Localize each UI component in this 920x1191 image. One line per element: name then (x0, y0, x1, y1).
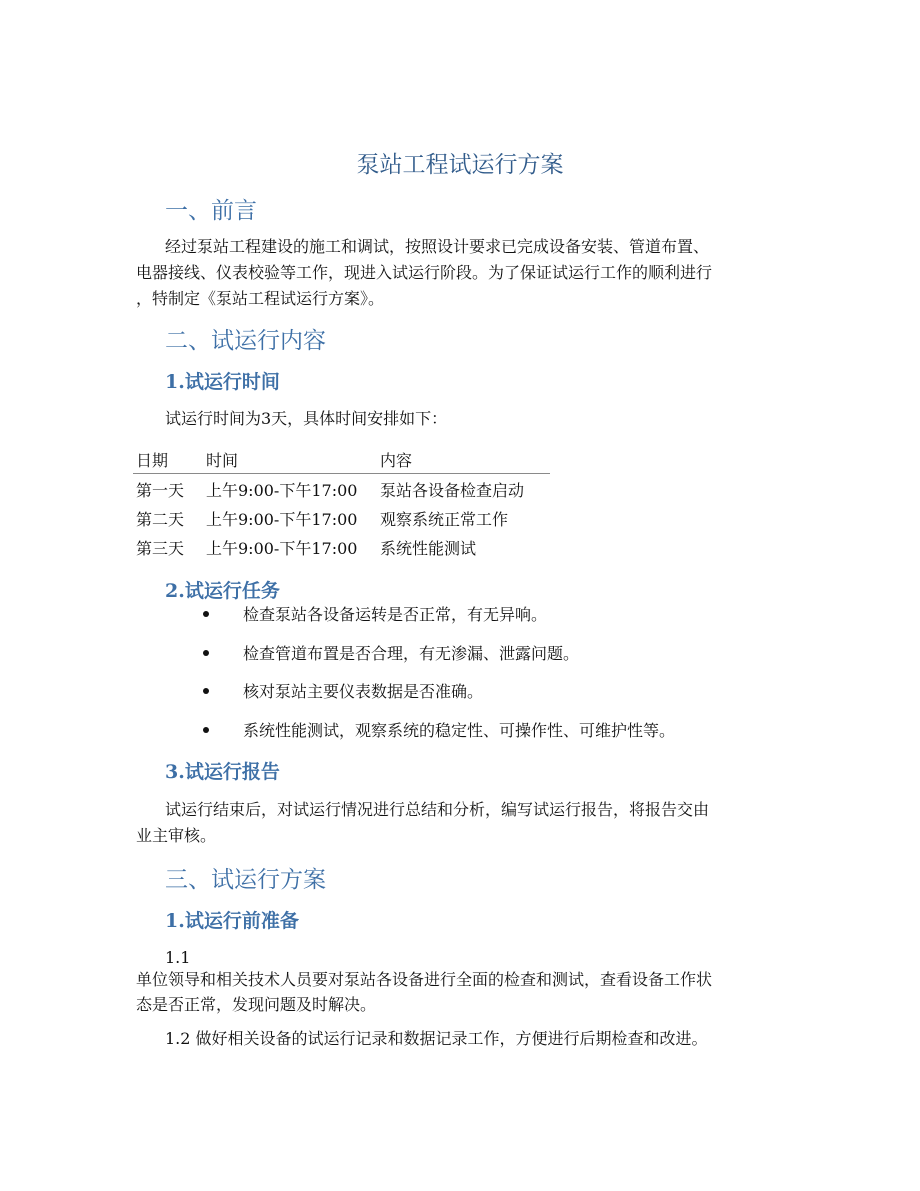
subheading-preparation: 1.试运行前准备 (165, 910, 299, 932)
table-row (133, 532, 550, 561)
subheading-schedule: 1.试运行时间 (165, 371, 280, 393)
table-cell-date: 第一天 (136, 481, 185, 500)
table-header-row (133, 444, 550, 474)
section-heading-content: 二、试运行内容 (165, 328, 326, 354)
prep-item-line-1: 单位领导和相关技术人员要对泵站各设备进行全面的检查和测试，查看设备工作状 (136, 970, 713, 989)
bullet-icon (203, 688, 209, 694)
preface-line-2: 电器接线、仪表校验等工作，现进入试运行阶段。为了保证试运行工作的顺利进行 (136, 263, 713, 282)
bullet-icon (203, 650, 209, 656)
table-cell-date: 第三天 (136, 539, 185, 558)
subheading-report: 3.试运行报告 (165, 761, 280, 783)
table-header-time: 时间 (206, 451, 239, 470)
document-title: 泵站工程试运行方案 (356, 152, 564, 178)
preface-line-3: ，特制定《泵站工程试运行方案》。 (136, 289, 385, 308)
prep-item-2: 1.2 做好相关设备的试运行记录和数据记录工作，方便进行后期检查和改进。 (165, 1029, 708, 1048)
schedule-table (133, 444, 550, 561)
subheading-tasks: 2.试运行任务 (165, 580, 280, 602)
table-cell-content: 系统性能测试 (380, 539, 477, 558)
report-line-1: 试运行结束后，对试运行情况进行总结和分析，编写试运行报告，将报告交由 (165, 800, 710, 819)
table-header-content: 内容 (380, 451, 413, 470)
table-cell-date: 第二天 (136, 510, 185, 529)
table-cell-content: 观察系统正常工作 (380, 510, 509, 529)
prep-item-line-2: 态是否正常，发现问题及时解决。 (136, 995, 377, 1014)
schedule-intro: 试运行时间为3天，具体时间安排如下： (165, 409, 448, 428)
table-cell-time: 上午9:00-下午17:00 (206, 481, 358, 500)
table-cell-time: 上午9:00-下午17:00 (206, 539, 358, 558)
prep-item-number: 1.1 (165, 948, 191, 967)
bullet-icon (203, 727, 209, 733)
table-row (133, 474, 550, 503)
task-item: 系统性能测试，观察系统的稳定性、可操作性、可维护性等。 (243, 721, 676, 740)
section-heading-plan: 三、试运行方案 (165, 867, 326, 893)
task-item: 检查管道布置是否合理，有无渗漏、泄露问题。 (243, 644, 580, 663)
task-item: 检查泵站各设备运转是否正常，有无异响。 (243, 605, 548, 624)
bullet-icon (203, 611, 209, 617)
section-heading-preface: 一、前言 (165, 198, 257, 224)
table-cell-content: 泵站各设备检查启动 (380, 481, 525, 500)
table-header-date: 日期 (136, 451, 169, 470)
table-cell-time: 上午9:00-下午17:00 (206, 510, 358, 529)
table-row (133, 503, 550, 532)
report-line-2: 业主审核。 (136, 826, 217, 845)
preface-line-1: 经过泵站工程建设的施工和调试，按照设计要求已完成设备安装、管道布置、 (165, 237, 710, 256)
task-item: 核对泵站主要仪表数据是否准确。 (243, 682, 484, 701)
